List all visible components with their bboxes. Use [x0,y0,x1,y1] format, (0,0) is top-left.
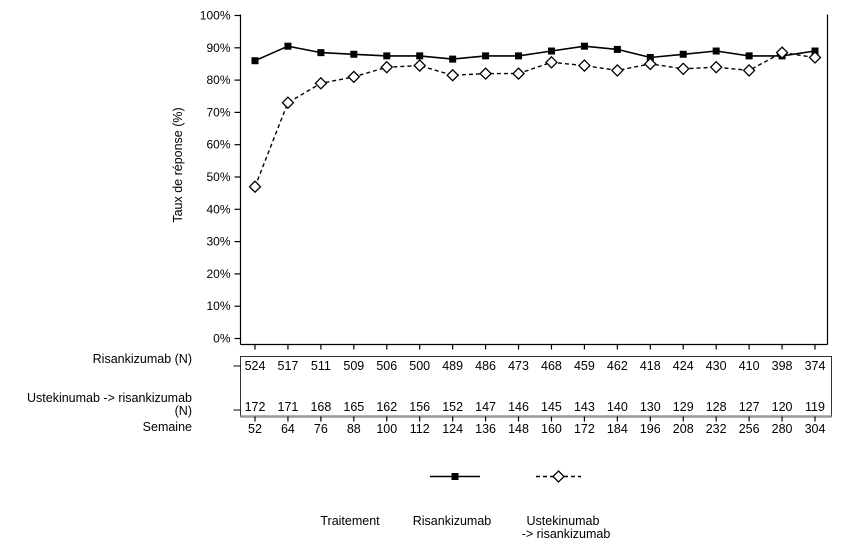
ustekinumab-n-value: 145 [541,400,562,414]
ustekinumab-marker [612,65,623,76]
week-value: 256 [738,422,760,436]
risankizumab-marker [350,51,357,58]
ustekinumab-marker [381,62,392,73]
risankizumab-marker [515,52,522,59]
ustekinumab-n-value: 128 [705,400,727,414]
risankizumab-n-value: 506 [376,359,398,373]
week-value: 136 [475,422,497,436]
risankizumab-n-value: 500 [409,359,431,373]
ustekinumab-marker [250,181,261,192]
week-value: 100 [376,422,398,436]
legend-entry-risankizumab: Risankizumab [412,514,492,528]
ustekinumab-n-value: 143 [573,400,595,414]
ustekinumab-marker [282,97,293,108]
ustekinumab-line [255,53,815,187]
risankizumab-marker [548,48,555,55]
risankizumab-n-value: 459 [573,359,595,373]
risankizumab-marker [416,52,423,59]
y-tick-label: 50% [206,170,231,184]
risankizumab-marker [713,48,720,55]
y-tick-label: 90% [206,40,231,55]
risankizumab-n-value: 517 [277,359,299,373]
ustekinumab-n-value: 130 [639,400,661,414]
risankizumab-n-value: 473 [508,359,529,373]
risankizumab-n-value: 410 [738,359,760,373]
legend-open-diamond-icon [553,471,564,482]
y-tick-label: 20% [206,266,231,281]
risankizumab-n-value: 486 [475,359,497,373]
ustekinumab-marker [546,57,557,68]
y-tick-label: 70% [206,105,231,120]
ustekinumab-marker [678,63,689,74]
week-value: 304 [804,422,826,436]
ustekinumab-n-value: 168 [310,400,332,414]
week-value: 280 [771,422,793,436]
risankizumab-marker [581,43,588,50]
risankizumab-marker [614,46,621,53]
week-value: 184 [606,422,628,436]
legend-filled-square-icon [452,473,459,480]
risankizumab-n-value: 398 [771,359,793,373]
risankizumab-marker [482,52,489,59]
row1-label: Risankizumab (N) [92,352,192,366]
ustekinumab-marker [711,62,722,73]
week-row-label: Semaine [142,420,192,434]
ustekinumab-marker [810,52,821,63]
legend [320,471,610,541]
series-group [250,43,821,193]
legend-title: Traitement [320,514,380,528]
ustekinumab-marker [348,71,359,82]
ustekinumab-marker [579,60,590,71]
y-axis-title: Taux de réponse (%) [171,107,185,223]
ustekinumab-n-value: 140 [606,400,628,414]
risankizumab-n-value: 430 [705,359,727,373]
risankizumab-marker [680,51,687,58]
n-table-group [234,357,832,437]
ustekinumab-n-value: 146 [508,400,529,414]
legend-entry-ustekinumab-line2: -> risankizumab [521,527,611,541]
ustekinumab-n-value: 147 [475,400,497,414]
week-value: 88 [346,422,361,436]
y-tick-label: 80% [206,73,231,88]
week-value: 52 [248,422,262,436]
week-value: 148 [508,422,529,436]
risankizumab-marker [284,43,291,50]
ustekinumab-marker [645,58,656,69]
week-value: 76 [313,422,328,436]
y-tick-label: 60% [206,137,231,152]
row2-label-line1: Ustekinumab -> risankizumab [27,391,192,405]
ustekinumab-n-value: 120 [771,400,793,414]
risankizumab-n-value: 374 [804,359,826,373]
risankizumab-n-value: 462 [606,359,628,373]
risankizumab-marker [449,56,456,63]
ustekinumab-n-value: 172 [244,400,266,414]
risankizumab-line [255,46,815,61]
ustekinumab-marker [480,68,491,79]
week-value: 232 [705,422,727,436]
y-tick-label: 100% [199,8,231,23]
ustekinumab-marker [414,60,425,71]
axes-group [200,9,828,350]
week-value: 160 [541,422,562,436]
ustekinumab-n-value: 152 [442,400,464,414]
risankizumab-marker [317,49,324,56]
risankizumab-marker [746,52,753,59]
week-value: 112 [409,422,430,436]
ustekinumab-n-value: 165 [343,400,365,414]
ustekinumab-n-value: 119 [805,400,825,414]
y-tick-label: 40% [206,202,231,217]
risankizumab-n-value: 509 [343,359,365,373]
risankizumab-n-value: 524 [244,359,266,373]
ustekinumab-marker [315,78,326,89]
legend-entry-ustekinumab-line1: Ustekinumab [526,514,600,528]
ustekinumab-n-value: 162 [376,400,398,414]
risankizumab-n-value: 511 [310,359,331,373]
week-value: 172 [573,422,595,436]
week-value: 208 [672,422,694,436]
ustekinumab-n-value: 127 [738,400,760,414]
risankizumab-marker [383,52,390,59]
week-value: 64 [280,422,295,436]
y-tick-label: 10% [206,299,231,314]
y-tick-label: 0% [213,331,231,346]
ustekinumab-n-value: 129 [672,400,694,414]
ustekinumab-marker [744,65,755,76]
ustekinumab-marker [447,70,458,81]
ustekinumab-marker [513,68,524,79]
risankizumab-n-value: 424 [672,359,694,373]
ustekinumab-n-value: 171 [277,400,299,414]
week-value: 124 [442,422,464,436]
y-tick-label: 30% [206,234,231,249]
risankizumab-n-value: 489 [442,359,464,373]
row2-label-line2: (N) [174,404,192,418]
ustekinumab-n-value: 156 [409,400,431,414]
risankizumab-n-value: 418 [639,359,661,373]
risankizumab-n-value: 468 [541,359,562,373]
risankizumab-marker [252,57,259,64]
week-value: 196 [639,422,661,436]
